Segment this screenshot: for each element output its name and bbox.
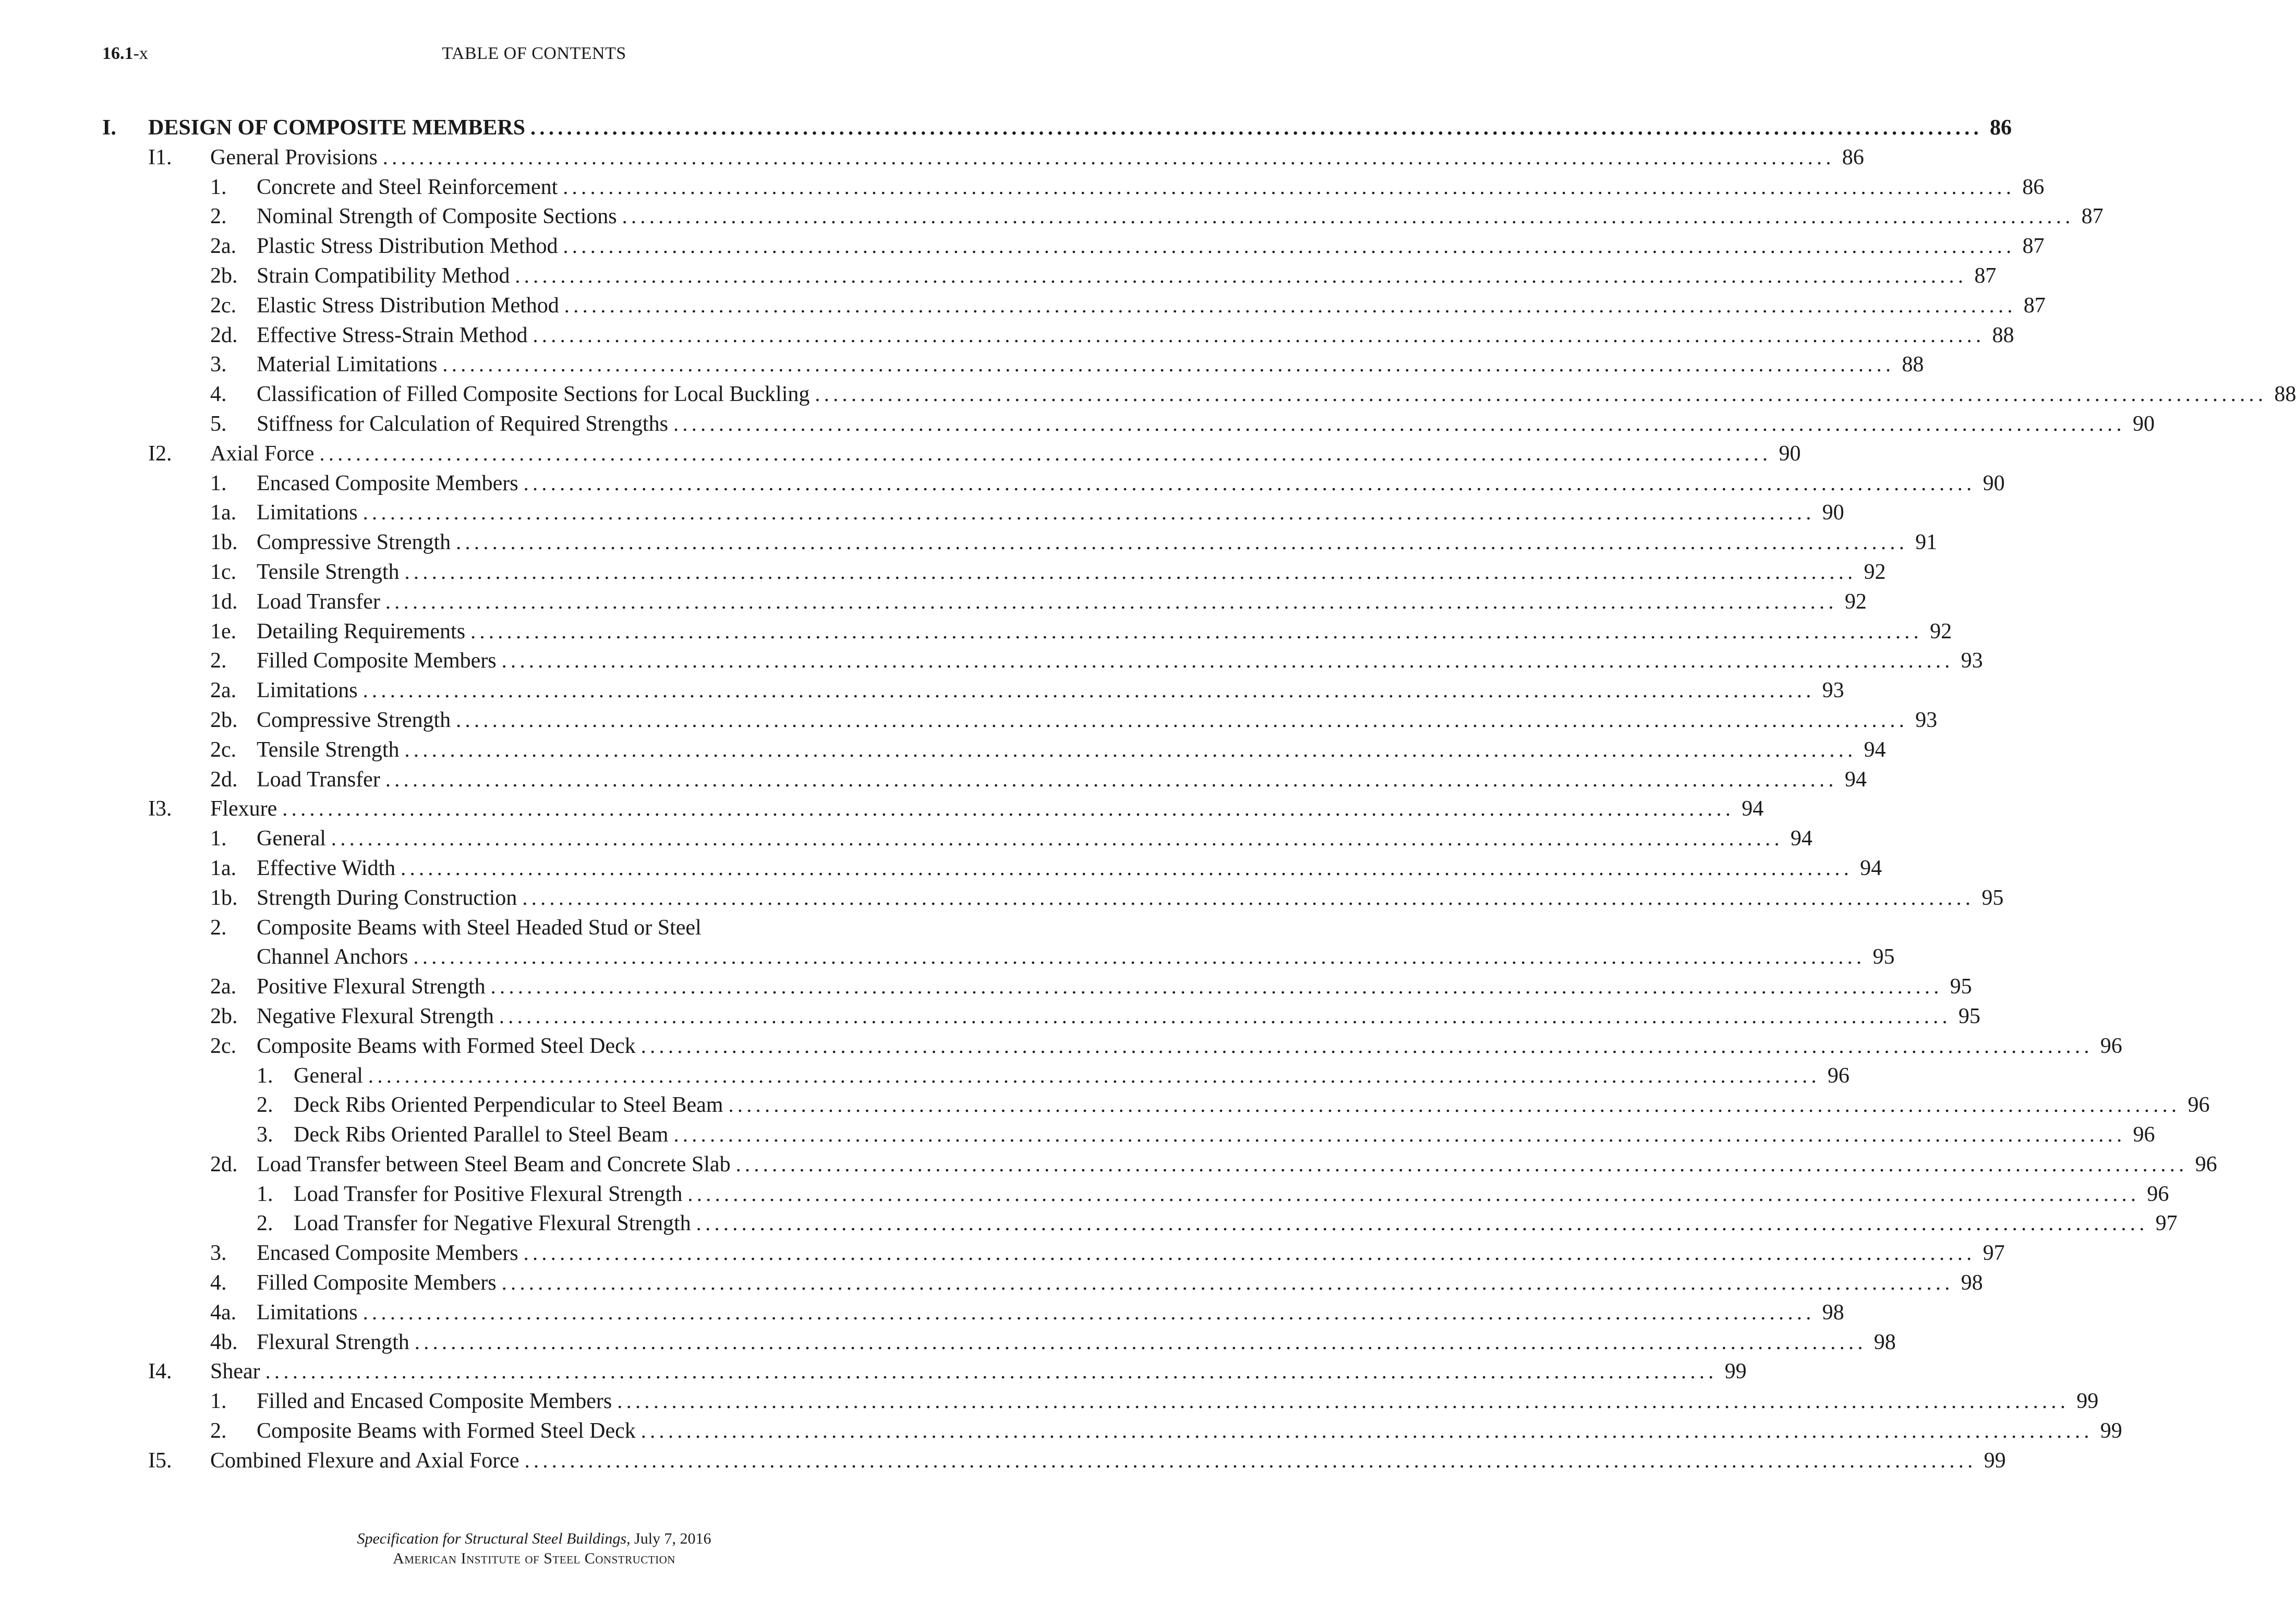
toc-entry <box>0 646 1983 676</box>
toc-entry-title: Encased Composite Members <box>257 469 524 499</box>
toc-entry-number: 1b. <box>210 530 238 555</box>
toc-dot-leader: ................................................................................................................................................................ <box>641 1419 2093 1443</box>
toc-dot-leader: ................................................................................................................................................................ <box>564 293 2016 317</box>
toc-entry <box>0 261 1997 291</box>
toc-entry-line <box>257 261 1997 291</box>
toc-dot-leader: ................................................................................................................................................................ <box>368 1063 1820 1087</box>
toc-entry-number: 2. <box>210 204 227 229</box>
toc-entry-number: 2a. <box>210 234 237 259</box>
toc-dot-leader: ................................................................................................................................................................ <box>319 441 1772 465</box>
toc-entry <box>0 1357 1747 1387</box>
toc-entry-page: 95 <box>1950 975 1972 999</box>
toc-entry <box>0 469 2005 499</box>
toc-entry-line <box>294 1180 2169 1209</box>
toc-entry <box>0 557 1886 587</box>
toc-entry-title: Load Transfer <box>257 587 385 617</box>
toc-entry-number: 2c. <box>210 737 237 762</box>
toc-entry-number: 1e. <box>210 619 237 644</box>
toc-entry-page: 86 <box>2022 175 2045 199</box>
toc-entry-page: 95 <box>1958 1004 1980 1028</box>
toc-entry-number: 1. <box>257 1063 273 1088</box>
toc-entry-page: 94 <box>1790 827 1812 851</box>
toc-entry-line <box>257 380 2296 409</box>
toc-entry-line <box>257 469 2005 499</box>
toc-entry-page: 93 <box>1822 678 1844 703</box>
toc-entry <box>0 1120 2155 1150</box>
toc-entry <box>0 1328 1896 1357</box>
toc-entry-page: 94 <box>1864 737 1886 762</box>
toc-entry <box>0 587 1867 617</box>
toc-entry-number: 1b. <box>210 885 238 910</box>
toc-entry-number: 3. <box>210 1241 227 1266</box>
toc-entry <box>0 143 1864 173</box>
toc-entry <box>0 1002 1980 1031</box>
toc-entry-number: I1. <box>148 145 172 169</box>
toc-entry-title: Deck Ribs Oriented Parallel to Steel Beam <box>294 1120 673 1150</box>
toc-entry-number: 2. <box>210 649 227 673</box>
toc-entry-line <box>257 321 2014 350</box>
toc-entry-title: Composite Beams with Formed Steel Deck <box>257 1416 641 1446</box>
toc-entry-title: Compressive Strength <box>257 706 456 735</box>
toc-entry-title: Limitations <box>257 676 363 706</box>
toc-dot-leader: ................................................................................................................................................................ <box>687 1182 2140 1206</box>
footer-citation <box>0 1529 1068 1549</box>
toc-entry-number: 2. <box>210 915 227 940</box>
toc-dot-leader: ................................................................................................................................................................ <box>617 1389 2070 1413</box>
toc-entry-line <box>257 617 1952 647</box>
toc-entry-page: 96 <box>2147 1182 2169 1206</box>
toc-entry <box>0 883 2004 913</box>
toc-entry-line <box>257 913 707 943</box>
toc-entry-title: General <box>294 1061 368 1091</box>
footer-date: July 7, 2016 <box>630 1530 711 1547</box>
toc-entry <box>0 676 1844 706</box>
toc-entry <box>0 321 2014 350</box>
toc-entry-line <box>294 1209 2178 1239</box>
toc-entry-title: Tensile Strength <box>257 735 405 765</box>
toc-entry <box>0 1446 2006 1476</box>
toc-entry-page: 97 <box>1983 1241 2005 1266</box>
page-header <box>0 41 1068 67</box>
toc-entry-title: Filled Composite Members <box>257 1268 502 1298</box>
toc-entry-page: 97 <box>2155 1211 2178 1236</box>
toc-entry-page: 99 <box>2076 1389 2099 1414</box>
toc-entry-page: 92 <box>1844 589 1867 614</box>
toc-entry-line <box>257 173 2045 202</box>
toc-entry-title: Limitations <box>257 1298 363 1328</box>
toc-entry <box>0 765 1867 795</box>
toc-entry-line <box>294 1061 1850 1091</box>
toc-entry <box>0 1239 2005 1268</box>
toc-entry-number: 1a. <box>210 501 237 525</box>
toc-entry-number: I3. <box>148 797 172 821</box>
toc-dot-leader: ................................................................................................................................................................ <box>414 1330 1867 1354</box>
toc-entry <box>0 350 1924 380</box>
toc-entry-line <box>210 1357 1747 1387</box>
toc-entry-line <box>148 113 2012 143</box>
toc-entry-line <box>210 1446 2006 1476</box>
page-number-bold: 16.1 <box>102 44 134 63</box>
toc-entry-title: Flexure <box>210 794 282 824</box>
footer-publisher: American Institute of Steel Construction <box>393 1550 675 1567</box>
toc-entry-line <box>210 439 1801 469</box>
toc-entry-title: Material Limitations <box>257 350 442 380</box>
toc-dot-leader: ................................................................................................................................................................ <box>515 263 1967 287</box>
toc-entry-line <box>257 528 1938 557</box>
toc-entry-title: Encased Composite Members <box>257 1239 524 1268</box>
toc-entry-title: Effective Stress-Strain Method <box>257 321 533 350</box>
toc-entry-page: 92 <box>1864 560 1886 584</box>
toc-dot-leader: ................................................................................................................................................................ <box>404 560 1857 584</box>
toc-entry-number: 4. <box>210 382 227 407</box>
toc-entry-title: Detailing Requirements <box>257 617 470 647</box>
toc-entry-title: Stiffness for Calculation of Required Strengths <box>257 409 673 439</box>
toc-entry <box>0 1090 2210 1120</box>
toc-dot-leader: ................................................................................................................................................................ <box>456 708 1908 732</box>
toc-entry-title: DESIGN OF COMPOSITE MEMBERS <box>148 113 530 143</box>
toc-entry-title: Limitations <box>257 498 363 528</box>
toc-entry-number: 2d. <box>210 767 238 792</box>
toc-entry-title: Composite Beams with Formed Steel Deck <box>257 1031 641 1061</box>
toc-entry-line <box>257 202 2104 232</box>
toc-dot-leader: ................................................................................................................................................................ <box>641 1034 2093 1058</box>
table-of-contents <box>0 113 2296 1476</box>
toc-entry-line <box>257 1298 1844 1328</box>
toc-dot-leader: ................................................................................................................................................................ <box>470 619 1923 643</box>
toc-dot-leader: ................................................................................................................................................................ <box>815 382 2267 406</box>
toc-entry-page: 98 <box>1822 1300 1844 1325</box>
toc-dot-leader: ................................................................................................................................................................ <box>385 767 1838 791</box>
toc-entry <box>0 232 2045 261</box>
toc-entry-number: 1. <box>210 175 227 199</box>
footer-title: Specification for Structural Steel Buildings, <box>357 1530 631 1547</box>
toc-entry-number: 3. <box>257 1123 273 1147</box>
toc-entry <box>0 1416 2122 1446</box>
toc-entry-title: Concrete and Steel Reinforcement <box>257 173 563 202</box>
toc-entry <box>0 1150 2217 1180</box>
toc-dot-leader: ................................................................................................................................................................ <box>490 975 1943 999</box>
toc-entry-number: I5. <box>148 1448 172 1473</box>
toc-entry-title: Load Transfer <box>257 765 385 795</box>
toc-entry-number: 5. <box>210 411 227 436</box>
toc-entry-line <box>257 1387 2099 1416</box>
toc-entry-title: General <box>257 824 331 854</box>
toc-dot-leader: ................................................................................................................................................................ <box>530 116 1983 139</box>
toc-entry <box>0 173 2045 202</box>
toc-entry-number: 3. <box>210 353 227 377</box>
toc-entry-number: 2d. <box>210 1152 238 1176</box>
toc-dot-leader: ................................................................................................................................................................ <box>563 175 2015 199</box>
toc-entry <box>0 291 2046 321</box>
toc-entry-number: 2c. <box>210 1034 237 1058</box>
toc-entry-number: 1. <box>257 1182 273 1206</box>
toc-entry-title: Axial Force <box>210 439 319 469</box>
toc-entry-number: I4. <box>148 1360 172 1384</box>
toc-entry-line <box>210 794 1764 824</box>
toc-entry <box>0 1387 2099 1416</box>
toc-entry <box>0 913 1068 943</box>
toc-dot-leader: ................................................................................................................................................................ <box>404 737 1857 761</box>
toc-dot-leader: ................................................................................................................................................................ <box>522 885 1975 909</box>
toc-entry-number: 1. <box>210 471 227 495</box>
toc-entry-page: 94 <box>1860 856 1882 880</box>
toc-entry-title: Nominal Strength of Composite Sections <box>257 202 622 232</box>
toc-entry-page: 99 <box>1724 1360 1747 1384</box>
toc-entry-line <box>257 1150 2217 1180</box>
toc-entry-title: Composite Beams with Steel Headed Stud or Steel <box>257 913 707 943</box>
toc-dot-leader: ................................................................................................................................................................ <box>362 678 1815 702</box>
toc-entry-number: 2. <box>210 1419 227 1443</box>
toc-entry-page: 86 <box>1990 116 2012 140</box>
toc-entry-line <box>257 291 2046 321</box>
toc-entry <box>0 439 1801 469</box>
toc-entry <box>0 794 1764 824</box>
toc-entry-number: 4a. <box>210 1300 237 1325</box>
toc-entry <box>0 1209 2178 1239</box>
toc-entry-page: 88 <box>1902 353 1924 377</box>
toc-entry-title: Positive Flexural Strength <box>257 972 491 1002</box>
toc-entry-number: 1. <box>210 1389 227 1414</box>
toc-entry-page: 87 <box>2022 234 2045 259</box>
toc-entry-title: Compressive Strength <box>257 528 456 557</box>
toc-entry <box>0 1268 1983 1298</box>
toc-dot-leader: ................................................................................................................................................................ <box>382 145 1835 169</box>
toc-entry-page: 93 <box>1961 649 1983 673</box>
toc-entry-page: 87 <box>1974 263 1997 288</box>
toc-entry <box>0 942 1895 972</box>
toc-dot-leader: ................................................................................................................................................................ <box>524 1448 1977 1472</box>
toc-entry-number: 1d. <box>210 589 238 614</box>
toc-entry-number: 4. <box>210 1271 227 1295</box>
toc-entry-number: 1c. <box>210 560 237 584</box>
toc-entry-line <box>257 1328 1896 1357</box>
toc-entry <box>0 1031 2122 1061</box>
toc-dot-leader: ................................................................................................................................................................ <box>523 1241 1976 1265</box>
toc-entry <box>0 1061 1850 1091</box>
toc-entry-number: 2d. <box>210 323 238 347</box>
toc-entry-line <box>257 232 2045 261</box>
toc-entry-page: 94 <box>1742 797 1764 821</box>
toc-entry-line <box>257 587 1867 617</box>
toc-entry-page: 95 <box>1872 945 1895 969</box>
toc-entry <box>0 706 1938 735</box>
toc-entry-title: Elastic Stress Distribution Method <box>257 291 564 321</box>
toc-entry-page: 99 <box>2100 1419 2122 1443</box>
toc-dot-leader: ................................................................................................................................................................ <box>362 501 1815 525</box>
toc-dot-leader: ................................................................................................................................................................ <box>673 411 2125 435</box>
toc-entry-page: 87 <box>2023 293 2046 318</box>
toc-entry-line <box>257 883 2004 913</box>
toc-entry-line <box>257 1416 2122 1446</box>
toc-dot-leader: ................................................................................................................................................................ <box>331 827 1783 851</box>
toc-entry-page: 98 <box>1874 1330 1896 1354</box>
toc-entry-number: 2a. <box>210 975 237 999</box>
toc-entry-number: 1. <box>210 827 227 851</box>
toc-entry-page: 87 <box>2081 204 2104 229</box>
toc-dot-leader: ................................................................................................................................................................ <box>442 353 1895 377</box>
toc-dot-leader: ................................................................................................................................................................ <box>401 856 1853 880</box>
toc-entry-page: 96 <box>2133 1123 2155 1147</box>
toc-dot-leader: ................................................................................................................................................................ <box>385 589 1838 613</box>
toc-entry-line <box>294 1090 2210 1120</box>
toc-entry <box>0 113 2012 143</box>
toc-entry-title: Effective Width <box>257 854 401 883</box>
toc-entry-line <box>257 498 1844 528</box>
toc-entry-title: Strength During Construction <box>257 883 522 913</box>
toc-entry-line <box>257 824 1812 854</box>
toc-dot-leader: ................................................................................................................................................................ <box>622 204 2074 228</box>
toc-entry-number: 2. <box>257 1211 273 1236</box>
toc-entry-number: 1a. <box>210 856 237 880</box>
toc-entry-title: Load Transfer between Steel Beam and Concrete Slab <box>257 1150 736 1180</box>
page-number-suffix: -x <box>133 44 148 63</box>
toc-entry <box>0 735 1886 765</box>
toc-entry-line <box>257 706 1938 735</box>
toc-entry-title: Strain Compatibility Method <box>257 261 515 291</box>
toc-entry-page: 90 <box>1983 471 2005 495</box>
toc-entry-page: 94 <box>1844 767 1867 792</box>
toc-entry-title: Deck Ribs Oriented Perpendicular to Steel Beam <box>294 1090 728 1120</box>
toc-entry <box>0 380 2296 409</box>
toc-entry-number: 2b. <box>210 263 238 288</box>
toc-entry-line <box>257 1031 2122 1061</box>
toc-entry-line <box>257 765 1867 795</box>
page-footer <box>0 1529 1068 1569</box>
toc-entry-title: Combined Flexure and Axial Force <box>210 1446 525 1476</box>
toc-entry-title: Load Transfer for Positive Flexural Strength <box>294 1180 687 1209</box>
toc-entry-page: 90 <box>1822 501 1844 525</box>
toc-entry-line <box>257 854 1882 883</box>
toc-entry <box>0 528 1938 557</box>
toc-entry <box>0 409 2155 439</box>
toc-entry-page: 91 <box>1915 530 1938 555</box>
toc-entry-title: Tensile Strength <box>257 557 405 587</box>
toc-entry-line <box>257 1268 1983 1298</box>
toc-dot-leader: ................................................................................................................................................................ <box>523 471 1976 495</box>
toc-dot-leader: ................................................................................................................................................................ <box>533 323 1985 347</box>
toc-entry <box>0 1180 2169 1209</box>
toc-entry <box>0 202 2104 232</box>
running-head: TABLE OF CONTENTS <box>442 44 626 63</box>
toc-dot-leader: ................................................................................................................................................................ <box>728 1093 2181 1117</box>
toc-dot-leader: ................................................................................................................................................................ <box>362 1300 1815 1324</box>
toc-entry-page: 93 <box>1915 708 1938 732</box>
toc-entry-number: I. <box>102 116 116 140</box>
toc-entry-line <box>257 409 2155 439</box>
toc-dot-leader: ................................................................................................................................................................ <box>282 797 1735 821</box>
toc-entry <box>0 972 1972 1002</box>
toc-entry <box>0 824 1812 854</box>
toc-dot-leader: ................................................................................................................................................................ <box>265 1360 1718 1383</box>
toc-entry-title: Load Transfer for Negative Flexural Strength <box>294 1209 696 1239</box>
toc-entry-title: Classification of Filled Composite Sections for Local Buckling <box>257 380 815 409</box>
toc-entry-title: General Provisions <box>210 143 383 173</box>
toc-entry-page: 90 <box>1779 441 1801 466</box>
toc-entry-page: 96 <box>1827 1063 1850 1088</box>
toc-entry-line <box>257 350 1924 380</box>
toc-entry-page: 96 <box>2188 1093 2210 1118</box>
toc-entry-line <box>257 1239 2005 1268</box>
toc-entry-line <box>294 1120 2155 1150</box>
toc-dot-leader: ................................................................................................................................................................ <box>413 945 1866 969</box>
toc-entry-title: Shear <box>210 1357 265 1387</box>
toc-dot-leader: ................................................................................................................................................................ <box>735 1152 2188 1176</box>
toc-dot-leader: ................................................................................................................................................................ <box>501 649 1954 673</box>
toc-dot-leader: ................................................................................................................................................................ <box>501 1271 1954 1295</box>
toc-entry-line <box>210 143 1864 173</box>
toc-dot-leader: ................................................................................................................................................................ <box>499 1004 1951 1028</box>
toc-entry <box>0 854 1882 883</box>
toc-entry-title: Filled and Encased Composite Members <box>257 1387 617 1416</box>
toc-entry <box>0 1298 1844 1328</box>
toc-entry-title: Flexural Strength <box>257 1328 415 1357</box>
toc-entry-page: 92 <box>1930 619 1952 644</box>
toc-entry-number: 2c. <box>210 293 237 318</box>
toc-entry-title: Channel Anchors <box>257 942 413 972</box>
toc-entry-number: 2b. <box>210 708 238 732</box>
toc-entry-page: 88 <box>1992 323 2014 347</box>
toc-dot-leader: ................................................................................................................................................................ <box>456 530 1908 554</box>
toc-entry-line <box>257 676 1844 706</box>
toc-entry-title: Negative Flexural Strength <box>257 1002 499 1031</box>
toc-entry-page: 95 <box>1981 885 2004 910</box>
toc-entry-line <box>257 972 1972 1002</box>
toc-entry-number: 2b. <box>210 1004 238 1028</box>
toc-entry <box>0 498 1844 528</box>
toc-entry-page: 96 <box>2100 1034 2122 1058</box>
toc-entry-line <box>257 942 1895 972</box>
toc-dot-leader: ................................................................................................................................................................ <box>673 1123 2126 1147</box>
toc-entry-page: 99 <box>1984 1448 2006 1473</box>
toc-entry-line <box>257 557 1886 587</box>
toc-entry-page: 96 <box>2195 1152 2217 1176</box>
toc-entry-page: 98 <box>1961 1271 1983 1295</box>
toc-entry-title: Plastic Stress Distribution Method <box>257 232 563 261</box>
toc-entry-page: 88 <box>2274 382 2296 407</box>
toc-entry-page: 86 <box>1842 145 1864 169</box>
toc-entry-number: 2a. <box>210 678 237 703</box>
toc-entry-line <box>257 646 1983 676</box>
toc-entry <box>0 617 1952 647</box>
toc-entry-page: 90 <box>2132 411 2155 436</box>
toc-dot-leader: ................................................................................................................................................................ <box>696 1211 2148 1235</box>
toc-entry-number: 2. <box>257 1093 273 1118</box>
toc-entry-number: I2. <box>148 441 172 466</box>
toc-dot-leader: ................................................................................................................................................................ <box>563 234 2015 258</box>
toc-entry-title: Filled Composite Members <box>257 646 502 676</box>
toc-entry-number: 4b. <box>210 1330 238 1354</box>
toc-entry-line <box>257 1002 1980 1031</box>
toc-entry-line <box>257 735 1886 765</box>
